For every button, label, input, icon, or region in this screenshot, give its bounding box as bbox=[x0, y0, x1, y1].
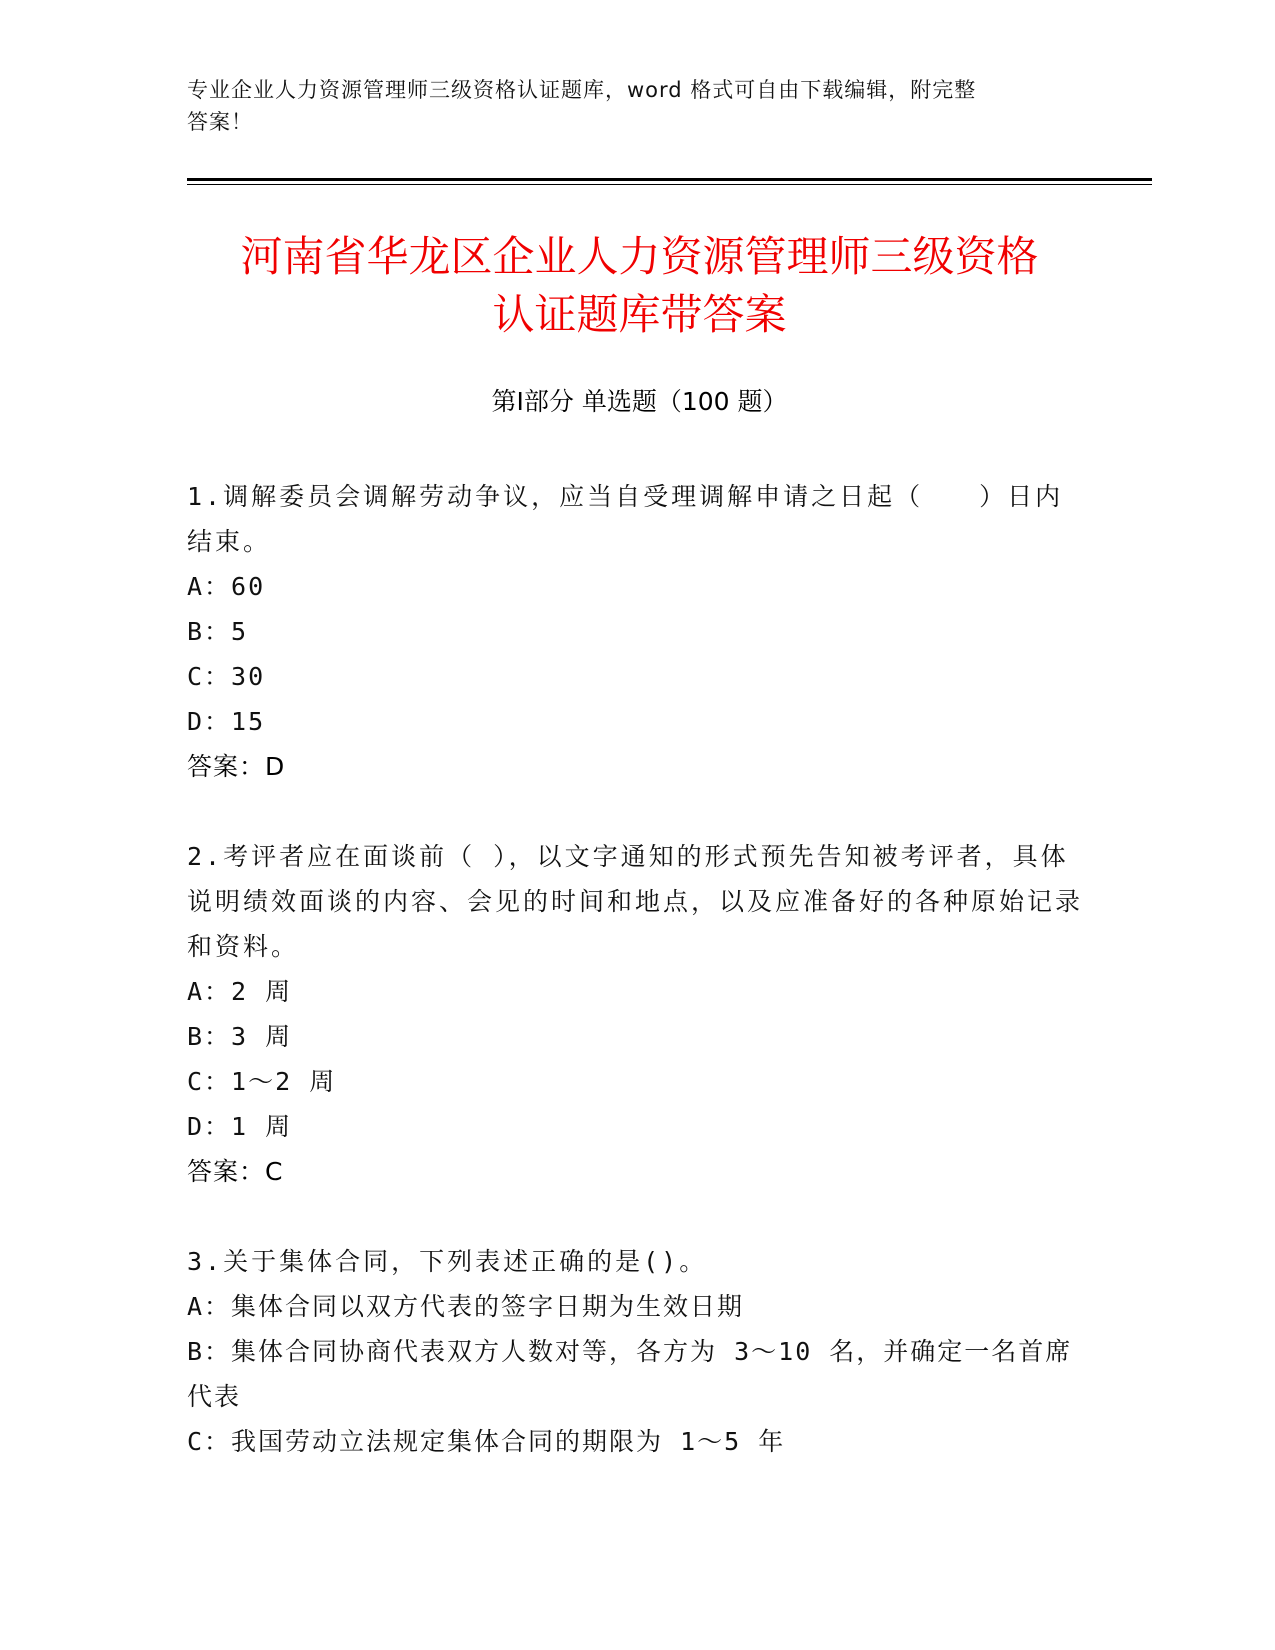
question-1 bbox=[187, 474, 1087, 789]
option-b: B：5 bbox=[187, 617, 249, 646]
option-d: D：1 周 bbox=[187, 1112, 293, 1141]
answer-line: 答案：C bbox=[187, 1157, 284, 1186]
document-title bbox=[187, 228, 1092, 344]
document-title-line-1: 河南省华龙区企业人力资源管理师三级资格 bbox=[240, 232, 1039, 281]
document-title-line-2: 认证题库带答案 bbox=[492, 290, 787, 339]
option-c: C：1～2 周 bbox=[187, 1067, 337, 1096]
question-spacer bbox=[187, 1194, 1087, 1239]
option-c: C：我国劳动立法规定集体合同的期限为 1～5 年 bbox=[187, 1427, 786, 1456]
question-stem: 1.调解委员会调解劳动争议，应当自受理调解申请之日起（ ）日内结束。 bbox=[187, 482, 1064, 556]
question-3 bbox=[187, 1239, 1087, 1464]
header-note bbox=[187, 74, 1067, 138]
option-a: A：2 周 bbox=[187, 977, 293, 1006]
header-rule-thin bbox=[187, 184, 1152, 185]
question-spacer bbox=[187, 789, 1087, 834]
option-b: B：集体合同协商代表双方人数对等，各方为 3～10 名，并确定一名首席代表 bbox=[187, 1337, 1073, 1411]
header-note-line-2: 答案！ bbox=[187, 110, 253, 134]
question-list bbox=[187, 474, 1087, 1464]
option-d: D：15 bbox=[187, 707, 266, 736]
option-a: A：集体合同以双方代表的签字日期为生效日期 bbox=[187, 1292, 745, 1321]
header-rule-thick bbox=[187, 178, 1152, 181]
option-a: A：60 bbox=[187, 572, 266, 601]
section-title: 第Ⅰ部分 单选题（100 题） bbox=[491, 387, 788, 416]
option-b: B：3 周 bbox=[187, 1022, 293, 1051]
question-2 bbox=[187, 834, 1087, 1194]
question-stem: 2.考评者应在面谈前（ ），以文字通知的形式预先告知被考评者，具体说明绩效面谈的内容、会见的时间和地点，以及应准备好的各种原始记录和资料。 bbox=[187, 842, 1084, 961]
question-stem: 3.关于集体合同，下列表述正确的是()。 bbox=[187, 1247, 708, 1276]
header-note-line-1: 专业企业人力资源管理师三级资格认证题库，word 格式可自由下载编辑，附完整 bbox=[187, 78, 977, 102]
answer-line: 答案：D bbox=[187, 752, 286, 781]
option-c: C：30 bbox=[187, 662, 266, 691]
